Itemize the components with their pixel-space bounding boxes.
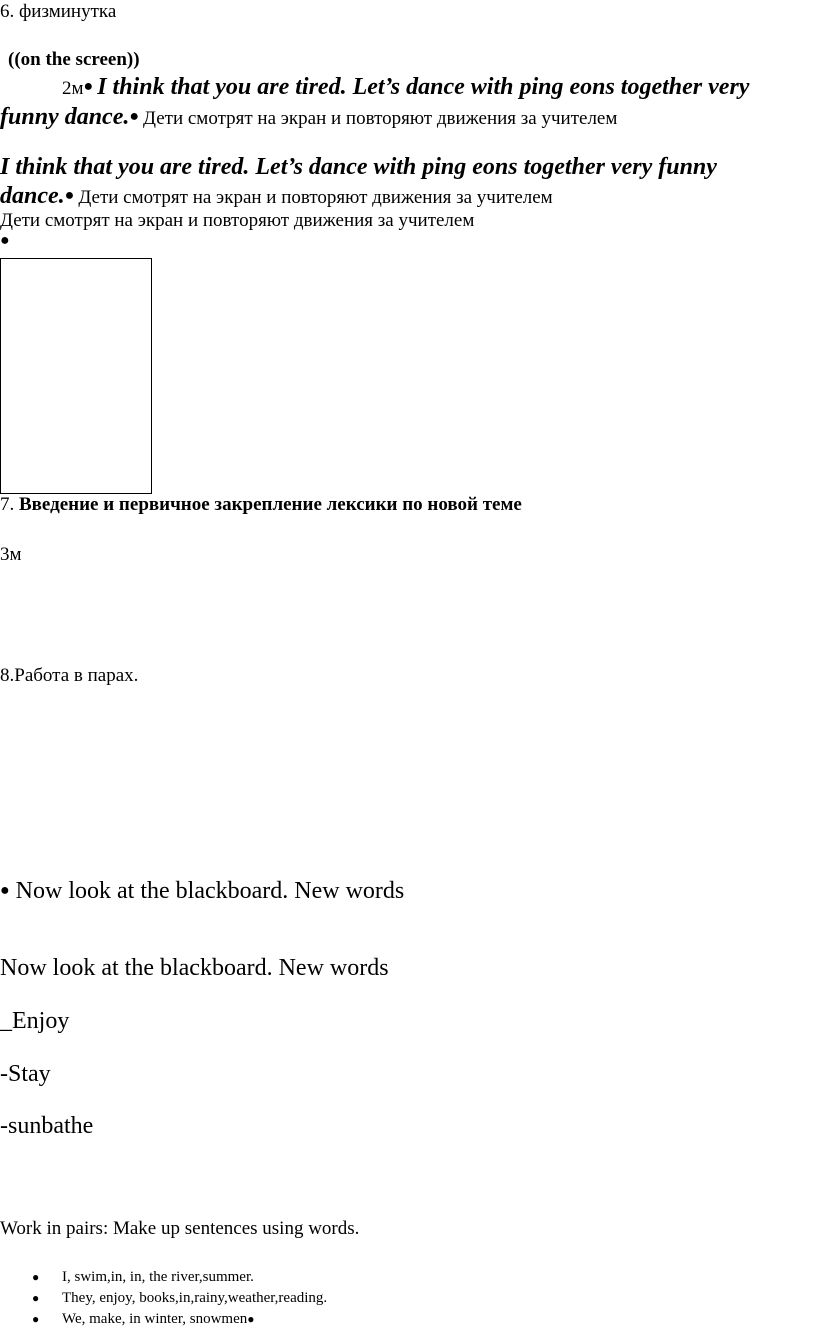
- list-item: [0, 1267, 327, 1288]
- bullet-icon: ●: [64, 187, 75, 204]
- word-stay: -Stay: [0, 1061, 51, 1087]
- pairs-word-list: [0, 1267, 327, 1330]
- blackboard-line: Now look at the blackboard. New words: [0, 955, 389, 981]
- time-label-2m: 2м: [62, 78, 84, 99]
- section-8-heading: 8.Работа в парах.: [0, 665, 139, 686]
- bullet-icon: ●: [32, 1270, 40, 1284]
- list-item-text: We, make, in winter, snowmen: [62, 1311, 248, 1327]
- dance-text-2: funny dance.: [0, 104, 130, 130]
- instruction-text-3: Дети смотрят на экран и повторяют движения за учителем: [0, 210, 475, 231]
- bullet-icon: ●: [32, 1312, 40, 1326]
- bullet-icon: ●: [83, 78, 94, 95]
- instruction-text-1: Дети смотрят на экран и повторяют движения за учителем: [143, 108, 618, 129]
- blackboard-text-1: Now look at the blackboard. New words: [15, 878, 405, 904]
- bullet-icon: ●: [129, 108, 140, 125]
- blackboard-line-bulleted: [0, 878, 404, 905]
- screen-note: ((on the screen)): [8, 49, 140, 70]
- list-item: [0, 1288, 327, 1309]
- list-item: [0, 1309, 327, 1330]
- bullet-icon: ●: [247, 1312, 255, 1326]
- section-7-heading: [0, 494, 522, 516]
- bullet-icon: ●: [0, 882, 10, 899]
- section-7-number: 7.: [0, 494, 19, 515]
- instruction-text-2: Дети смотрят на экран и повторяют движения за учителем: [78, 187, 553, 208]
- dance-repeat-line-1: I think that you are tired. Let’s dance with ping eons together very funny: [0, 154, 717, 180]
- dance-text-1: I think that you are tired. Let’s dance with ping eons together very: [97, 74, 750, 100]
- dance-line-2: [0, 104, 617, 131]
- dance-line-1: [62, 74, 749, 101]
- bullet-icon: ●: [0, 232, 10, 249]
- dance-repeat-line-2: [0, 183, 553, 210]
- section-7-time: 3м: [0, 544, 22, 565]
- word-sunbathe: -sunbathe: [0, 1113, 94, 1139]
- dance-repeat-text-2: dance.: [0, 183, 65, 209]
- section-6-heading: 6. физминутка: [0, 1, 117, 22]
- pairs-instruction: Work in pairs: Make up sentences using words.: [0, 1218, 360, 1239]
- word-enjoy: _Enjoy: [0, 1008, 70, 1034]
- list-item-text: I, swim,in, in, the river,summer.: [62, 1269, 254, 1285]
- section-7-title: Введение и первичное закрепление лексики по новой теме: [19, 494, 522, 515]
- list-item-text: They, enjoy, books,in,rainy,weather,reading.: [62, 1290, 328, 1306]
- image-placeholder-frame: [0, 258, 152, 494]
- bullet-icon: ●: [32, 1291, 40, 1305]
